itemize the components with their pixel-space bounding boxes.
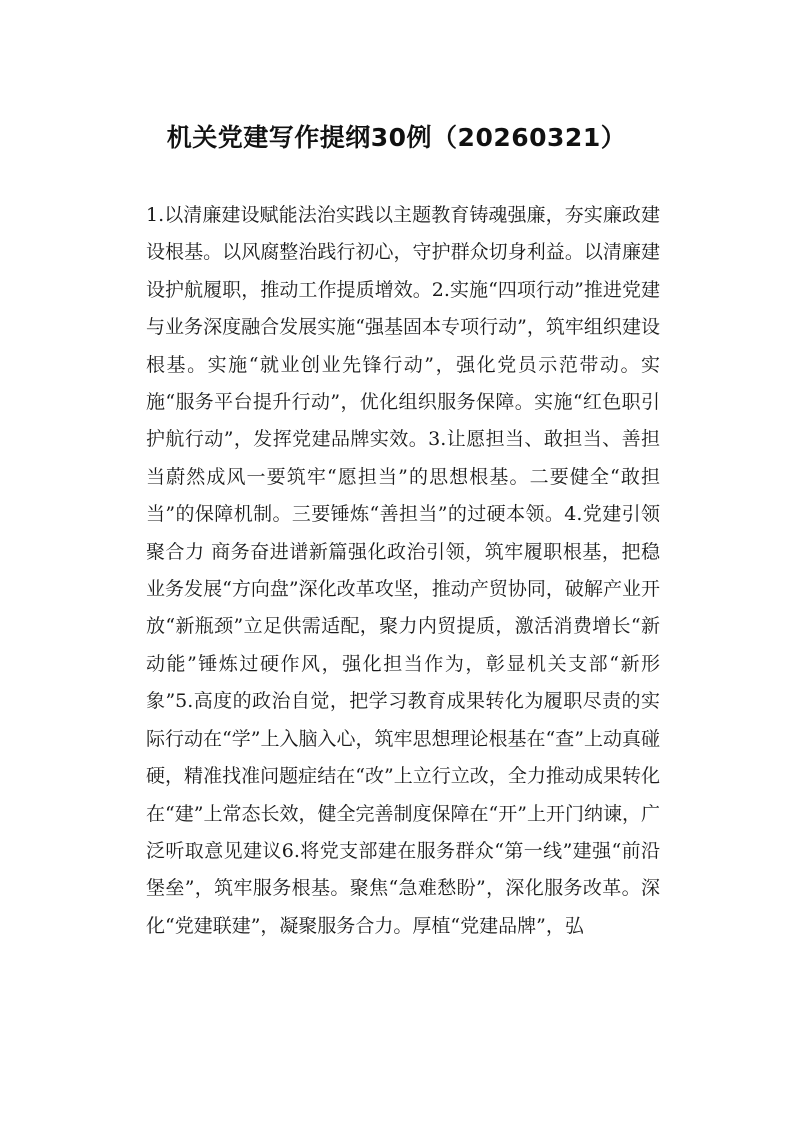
document-title: 机关党建写作提纲30例（20260321） xyxy=(166,123,627,152)
document-body-paragraph: 1.以清廉建设赋能法治实践以主题教育铸魂强廉，夯实廉政建设根基。以风腐整治践行初心，守护群众切身利益。以清廉建设护航履职，推动工作提质增效。2.实施“四项行动”推进党建与业务深度融合发展实施“强基固本专项行动”，筑牢组织建设根基。实施“就业创业先锋行动”，强化党员示范带动。实施“服务平台提升行动”，优化组织服务保障。实施“红色职引护航行动”，发挥党建品牌实效。3.让愿担当、敢担当、善担当蔚然成风一要筑牢“愿担当”的思想根基。二要健全“敢担当”的保障机制。三要锤炼“善担当”的过硬本领。4.党建引领聚合力 商务奋进谱新篇强化政治引领，筑牢履职根基，把稳业务发展“方向盘”深化改革攻坚，推动产贸协同，破解产业开放“新瓶颈”立足供需适配，聚力内贸提质，激活消费增长“新动能”锤炼过硬作风，强化担当作为，彰显机关支部“新形象”5.高度的政治自觉，把学习教育成果转化为履职尽责的实际行动在“学”上入脑入心，筑牢思想理论根基在“查”上动真碰硬，精准找准问题症结在“改”上立行立改，全力推动成果转化在“建”上常态长效，健全完善制度保障在“开”上开门纳谏，广泛听取意见建议6.将党支部建在服务群众“第一线”建强“前沿堡垒”，筑牢服务根基。聚焦“急难愁盼”，深化服务改革。深化“党建联建”，凝聚服务合力。厚植“党建品牌”，弘 xyxy=(146,204,660,937)
